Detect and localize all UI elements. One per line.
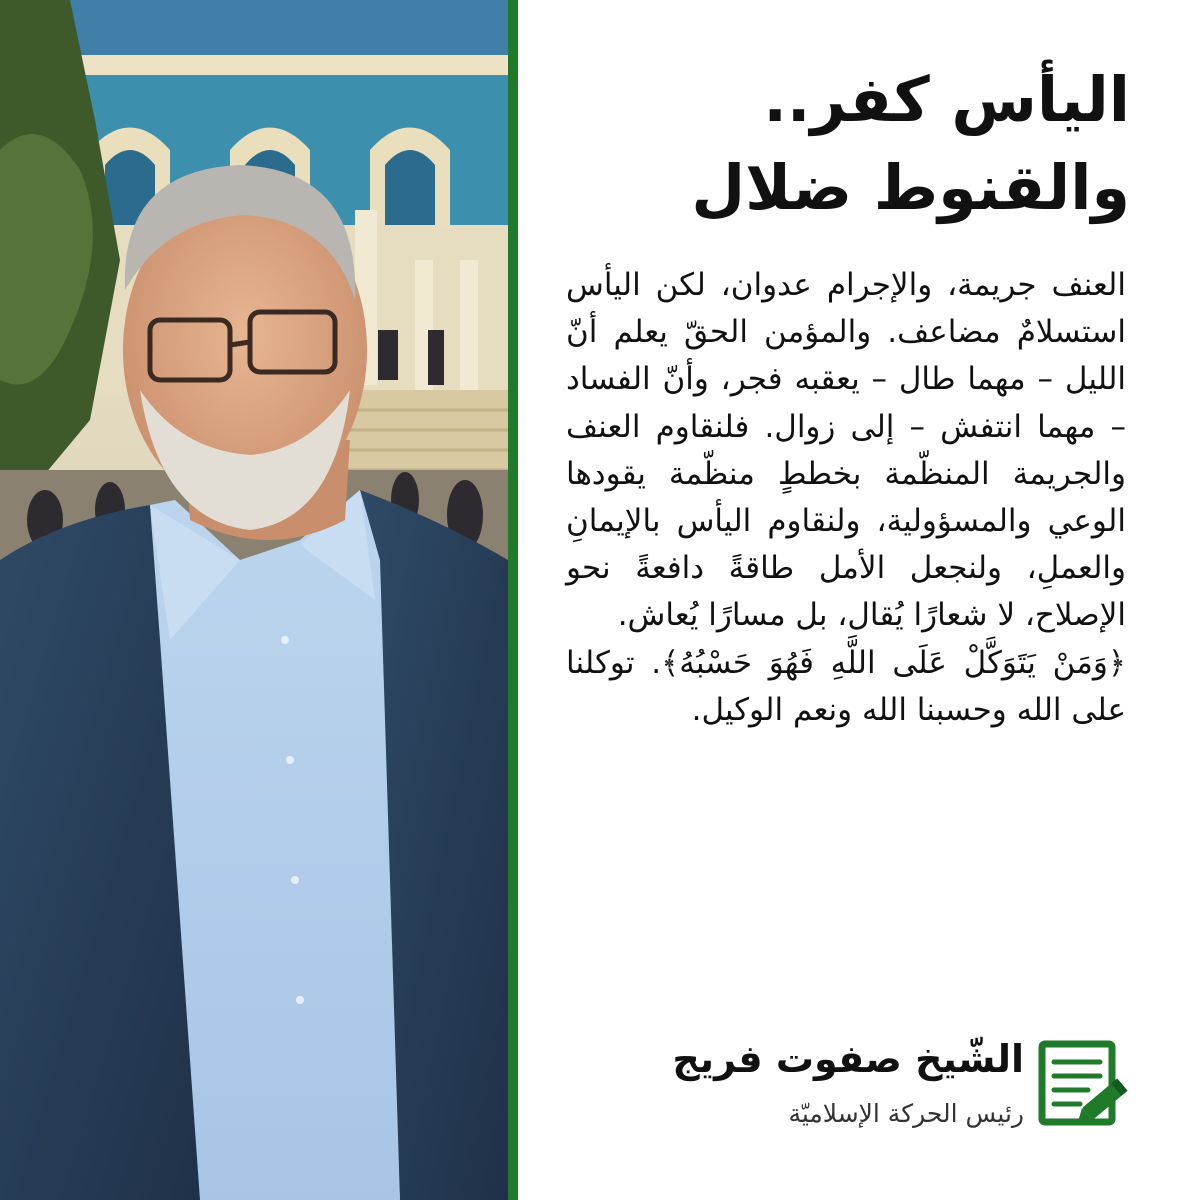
headline-line-1: اليأس كفر.. [763, 63, 1130, 136]
headline [570, 56, 1130, 232]
note-pencil-icon [1036, 1038, 1136, 1128]
body-paragraph-1: العنف جريمة، والإجرام عدوان، لكن اليأس استسلامٌ مضاعف. والمؤمن الحقّ يعلم أنّ الليل – مهما طال – يعقبه فجر، وأنّ الفساد – مهما انتفش – إلى زوال. فلنقاوم العنف والجريمة المنظّمة بخططٍ منظّمة يقودها الوعي والمسؤولية، ولنقاوم اليأس بالإيمانِ والعملِ، ولنجعل الأمل طاقةً دافعةً نحو الإصلاح، لا شعارًا يُقال، بل مسارًا يُعاش. [566, 267, 1126, 634]
body-text [566, 262, 1126, 734]
text-panel [560, 0, 1140, 1200]
headline-line-2: والقنوط ضلال [691, 151, 1130, 224]
green-divider [508, 0, 518, 1200]
author-title: رئيس الحركة الإسلاميّة [788, 1099, 1024, 1128]
portrait-photo [0, 0, 508, 1200]
signature-block [564, 1034, 1024, 1134]
body-paragraph-2: ﴿وَمَنْ يَتَوَكَّلْ عَلَى اللَّهِ فَهُوَ حَسْبُهُ﴾. توكلنا على الله وحسبنا الله ونعم الوكيل. [566, 644, 1126, 728]
author-name: الشّيخ صفوت فريج [672, 1037, 1024, 1081]
